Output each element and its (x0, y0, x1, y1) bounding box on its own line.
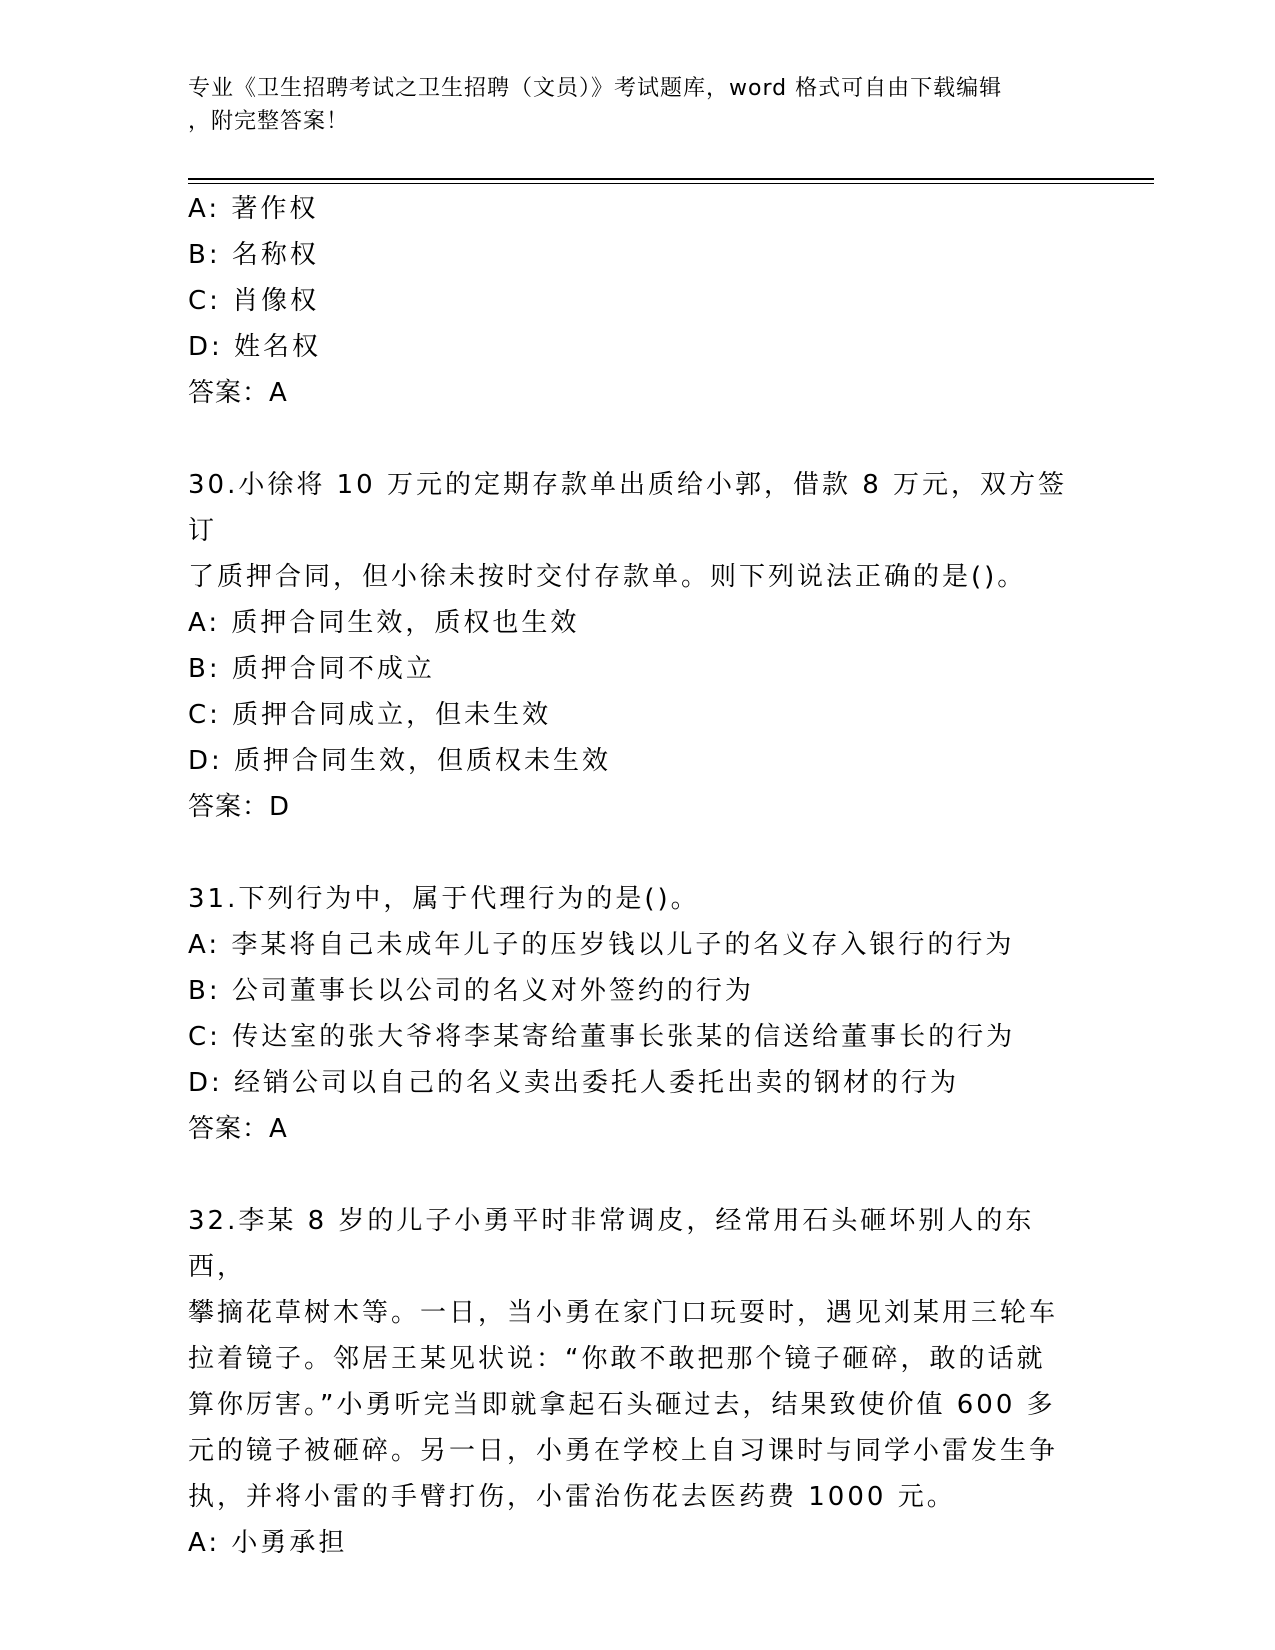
header-divider-thin (188, 183, 1154, 184)
option-c: C: 质押合同成立，但未生效 (188, 700, 552, 730)
question-32 (188, 1198, 1068, 1566)
question-stem-line: 了质押合同，但小徐未按时交付存款单。则下列说法正确的是()。 (188, 562, 1027, 592)
option-b: B: 公司董事长以公司的名义对外签约的行为 (188, 976, 754, 1006)
question-stem-line: 32.李某 8 岁的儿子小勇平时非常调皮，经常用石头砸坏别人的东西， (188, 1206, 1035, 1282)
question-list (188, 186, 1068, 1566)
question-30 (188, 462, 1068, 830)
spacer (188, 830, 1068, 876)
question-stem-line: 30.小徐将 10 万元的定期存款单出质给小郭，借款 8 万元，双方签订 (188, 470, 1068, 546)
option-b: B: 质押合同不成立 (188, 654, 435, 684)
document-header (188, 72, 1088, 138)
option-d: D: 姓名权 (188, 332, 322, 362)
spacer (188, 416, 1068, 462)
question-stem: 31.下列行为中，属于代理行为的是()。 (188, 884, 700, 914)
option-a: A: 小勇承担 (188, 1528, 348, 1558)
question-stem-line: 元的镜子被砸碎。另一日，小勇在学校上自习课时与同学小雷发生争 (188, 1436, 1059, 1466)
answer: 答案：A (188, 378, 288, 408)
question-stem-line: 算你厉害。”小勇听完当即就拿起石头砸过去，结果致使价值 600 多 (188, 1390, 1056, 1420)
option-c: C: 传达室的张大爷将李某寄给董事长张某的信送给董事长的行为 (188, 1022, 1016, 1052)
answer: 答案：A (188, 1114, 288, 1144)
question-stem-line: 攀摘花草树木等。一日，当小勇在家门口玩耍时，遇见刘某用三轮车 (188, 1298, 1059, 1328)
option-a: A: 质押合同生效，质权也生效 (188, 608, 580, 638)
option-a: A: 著作权 (188, 194, 319, 224)
answer: 答案：D (188, 792, 291, 822)
option-a: A: 李某将自己未成年儿子的压岁钱以儿子的名义存入银行的行为 (188, 930, 1015, 960)
spacer (188, 1152, 1068, 1198)
header-line-1: 专业《卫生招聘考试之卫生招聘（文员）》考试题库，word 格式可自由下载编辑 (188, 76, 1003, 101)
question-stem-line: 拉着镜子。邻居王某见状说：“你敢不敢把那个镜子砸碎，敢的话就 (188, 1344, 1046, 1374)
option-b: B: 名称权 (188, 240, 319, 270)
header-line-2: ，附完整答案！ (188, 109, 350, 134)
question-stem-line: 执，并将小雷的手臂打伤，小雷治伤花去医药费 1000 元。 (188, 1482, 956, 1512)
question-29 (188, 186, 1068, 416)
header-divider-thick (188, 178, 1154, 180)
option-d: D: 质押合同生效，但质权未生效 (188, 746, 612, 776)
question-31 (188, 876, 1068, 1152)
option-d: D: 经销公司以自己的名义卖出委托人委托出卖的钢材的行为 (188, 1068, 960, 1098)
option-c: C: 肖像权 (188, 286, 320, 316)
